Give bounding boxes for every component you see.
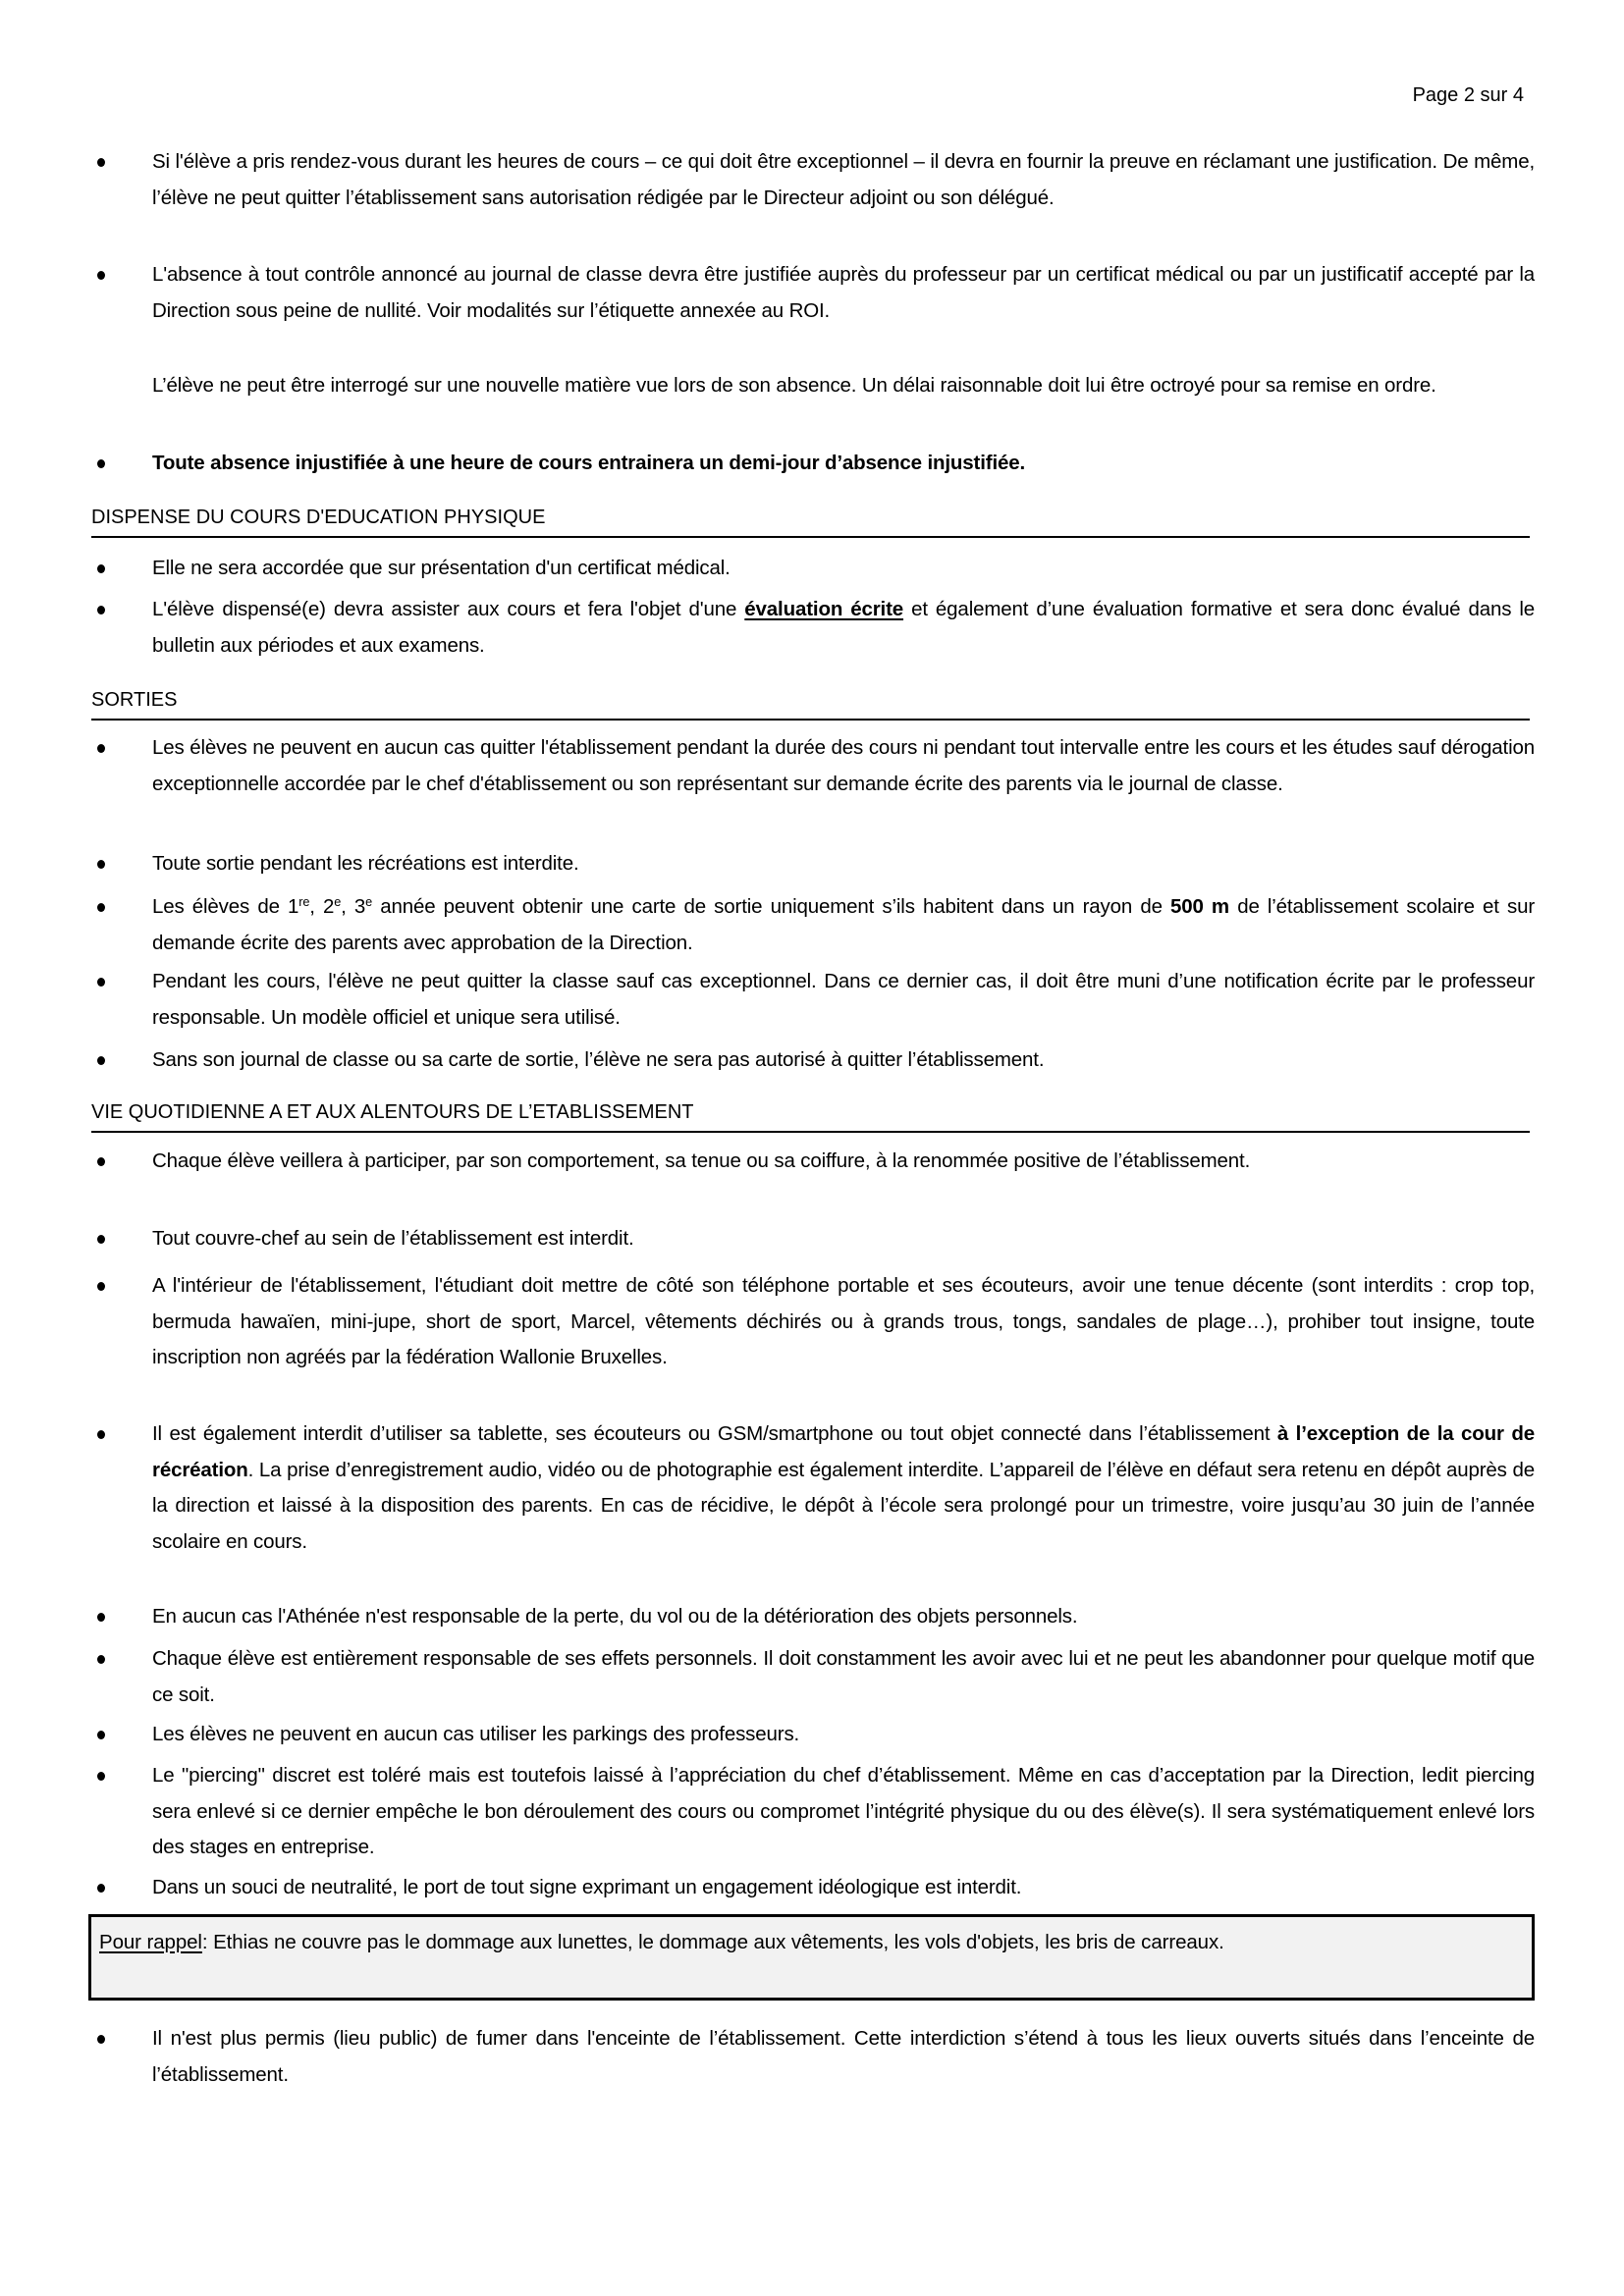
bullet-icon xyxy=(97,2021,109,2056)
bullet-icon xyxy=(97,889,109,925)
bullet-icon xyxy=(97,551,109,586)
list-item-text: Toute absence injustifiée à une heure de cours entrainera un demi-jour d’absence injustifiée. xyxy=(152,452,1026,474)
list-item xyxy=(152,889,1535,961)
text-segment: année peuvent obtenir une carte de sortie uniquement s’ils habitent dans un rayon de xyxy=(372,895,1170,918)
list-item-text: En aucun cas l'Athénée n'est responsable de la perte, du vol ou de la détérioration des objets personnels. xyxy=(152,1605,1078,1628)
bullet-icon xyxy=(97,1416,109,1452)
bullet-icon xyxy=(97,446,109,481)
list-item xyxy=(152,551,1535,587)
bullet-icon xyxy=(97,1870,109,1905)
list-item xyxy=(152,592,1535,664)
list-item-text-after: . La prise d’enregistrement audio, vidéo ou de photographie est également interdite. L’appareil de l’élève en défaut sera retenu en dépôt auprès de la direction et laissé à la disposition des parents. En cas de récidive, le dépôt à l’école sera prolongé pour un trimestre, voire jusqu’au 30 juin de l’année scolaire en cours. xyxy=(152,1458,1535,1553)
reminder-label: Pour rappel xyxy=(99,1931,202,1953)
list-item xyxy=(152,1221,1535,1257)
list-item-text: Pendant les cours, l'élève ne peut quitter la classe sauf cas exceptionnel. Dans ce dernier cas, il doit être muni d’une notification écrite par le professeur responsable. Un modèle officiel et unique sera utilisé. xyxy=(152,970,1535,1029)
list-item xyxy=(152,1717,1535,1753)
emphasis-text: à l’exception de la cour de récréation xyxy=(152,1422,1535,1481)
list-item-text: Dans un souci de neutralité, le port de tout signe exprimant un engagement idéologique est interdit. xyxy=(152,1876,1022,1898)
list-item-text: Chaque élève est entièrement responsable de ses effets personnels. Il doit constamment les avoir avec lui et ne peut les abandonner pour quelque motif que ce soit. xyxy=(152,1647,1535,1706)
list-item-text: Tout couvre-chef au sein de l’établissement est interdit. xyxy=(152,1227,634,1250)
bullet-icon xyxy=(97,144,109,180)
list-item xyxy=(152,1042,1535,1079)
bullet-icon xyxy=(97,1221,109,1256)
list-item xyxy=(152,1758,1535,1866)
bullet-icon xyxy=(97,1042,109,1078)
list-item-text-before: Il est également interdit d’utiliser sa tablette, ses écouteurs ou GSM/smartphone ou tout objet connecté dans l’établissement xyxy=(152,1422,1277,1445)
list-item-text: Les élèves ne peuvent en aucun cas quitter l'établissement pendant la durée des cours ni pendant tout intervalle entre les cours et les études sauf dérogation exceptionnelle accordée par le chef d'établissement ou son représentant sur demande écrite des parents via le journal de classe. xyxy=(152,736,1535,795)
distance-value: 500 m xyxy=(1170,895,1230,918)
reminder-box xyxy=(88,1914,1535,2001)
reminder-text xyxy=(99,1925,1526,1961)
reminder-body: : Ethias ne couvre pas le dommage aux lunettes, le dommage aux vêtements, les vols d'objets, les bris de carreaux. xyxy=(201,1931,1224,1953)
list-item xyxy=(152,1599,1535,1635)
list-item xyxy=(152,1268,1535,1376)
bullet-icon xyxy=(97,1268,109,1304)
text-segment: de l’établissement scolaire et sur demande écrite des parents avec approbation de la Direction. xyxy=(152,895,1536,954)
list-item-unjustified-absence xyxy=(152,446,1535,482)
superscript: e xyxy=(334,894,342,910)
continuation-text: L’élève ne peut être interrogé sur une nouvelle matière vue lors de son absence. Un délai raisonnable doit lui être octroyé pour sa remise en ordre. xyxy=(152,374,1436,397)
list-item-text: A l'intérieur de l'établissement, l'étudiant doit mettre de côté son téléphone portable et ses écouteurs, avoir une tenue décente (sont interdits : crop top, bermuda hawaïen, mini-jupe, short de sport, Marcel, vêtements déchirés ou à grands trous, tongs, sandales de plage…), prohiber tout insigne, toute inscription non agréés par la fédération Wallonie Bruxelles. xyxy=(152,1274,1535,1368)
page-header: Page 2 sur 4 xyxy=(1412,84,1524,106)
list-item xyxy=(152,1641,1535,1713)
text-segment: Les élèves de 1 xyxy=(152,895,299,918)
list-item-appointment xyxy=(152,144,1535,216)
emphasis-text: évaluation écrite xyxy=(744,598,904,620)
bullet-icon xyxy=(97,846,109,881)
list-item-smoking xyxy=(152,2021,1535,2093)
bullet-icon xyxy=(97,1758,109,1793)
bullet-icon xyxy=(97,730,109,766)
text-segment: , 3 xyxy=(341,895,366,918)
text-segment: , 2 xyxy=(309,895,335,918)
list-item-text: Le "piercing" discret est toléré mais est toutefois laissé à l’appréciation du chef d’établissement. Même en cas d’acceptation par la Direction, ledit piercing sera enlevé si ce dernier empêche le bon déroulement des cours ou compromet l’intégrité physique du ou des élève(s). Il sera systématiquement enlevé lors des stages en entreprise. xyxy=(152,1764,1535,1858)
list-item xyxy=(152,1144,1535,1180)
bullet-icon xyxy=(97,1599,109,1634)
section-heading-vie-quotidienne: VIE QUOTIDIENNE A ET AUX ALENTOURS DE L’ETABLISSEMENT xyxy=(91,1099,1530,1133)
list-item-text: Les élèves ne peuvent en aucun cas utiliser les parkings des professeurs. xyxy=(152,1723,800,1745)
list-item-absence-control xyxy=(152,257,1535,329)
list-item xyxy=(152,964,1535,1036)
bullet-icon xyxy=(97,1641,109,1677)
list-item-text: Si l'élève a pris rendez-vous durant les heures de cours – ce qui doit être exceptionnel – il devra en fournir la preuve en réclamant une justification. De même, l’élève ne peut quitter l’établissement sans autorisation rédigée par le Directeur adjoint ou son délégué. xyxy=(152,150,1535,209)
list-item xyxy=(152,1416,1535,1560)
bullet-icon xyxy=(97,592,109,627)
section-heading-dispense: DISPENSE DU COURS D'EDUCATION PHYSIQUE xyxy=(91,505,1530,538)
section-heading-sorties: SORTIES xyxy=(91,687,1530,721)
list-item-text: L'absence à tout contrôle annoncé au journal de classe devra être justifiée auprès du professeur par un certificat médical ou par un justificatif accepté par la Direction sous peine de nullité. Voir modalités sur l’étiquette annexée au ROI. xyxy=(152,263,1535,322)
list-item-text-after: et également d’une évaluation formative et sera donc évalué dans le bulletin aux périodes et aux examens. xyxy=(152,598,1535,657)
list-item xyxy=(152,1870,1535,1906)
list-item-text: Il n'est plus permis (lieu public) de fumer dans l'enceinte de l’établissement. Cette interdiction s’étend à tous les lieux ouverts situés dans l’enceinte de l’établissement. xyxy=(152,2027,1535,2086)
superscript: re xyxy=(298,894,310,910)
list-item-text: Sans son journal de classe ou sa carte de sortie, l’élève ne sera pas autorisé à quitter l’établissement. xyxy=(152,1048,1045,1071)
list-item-text-before: L'élève dispensé(e) devra assister aux cours et fera l'objet d'une xyxy=(152,598,745,620)
bullet-icon xyxy=(97,1717,109,1752)
list-item-text: Chaque élève veillera à participer, par son comportement, sa tenue ou sa coiffure, à la renommée positive de l’établissement. xyxy=(152,1149,1251,1172)
list-item xyxy=(152,730,1535,802)
list-item-continuation xyxy=(152,368,1535,404)
list-item-text: Elle ne sera accordée que sur présentation d'un certificat médical. xyxy=(152,557,731,579)
list-item xyxy=(152,846,1535,882)
bullet-icon xyxy=(97,964,109,999)
superscript: e xyxy=(365,894,373,910)
list-item-text: Toute sortie pendant les récréations est interdite. xyxy=(152,852,579,875)
bullet-icon xyxy=(97,1144,109,1179)
bullet-icon xyxy=(97,257,109,293)
